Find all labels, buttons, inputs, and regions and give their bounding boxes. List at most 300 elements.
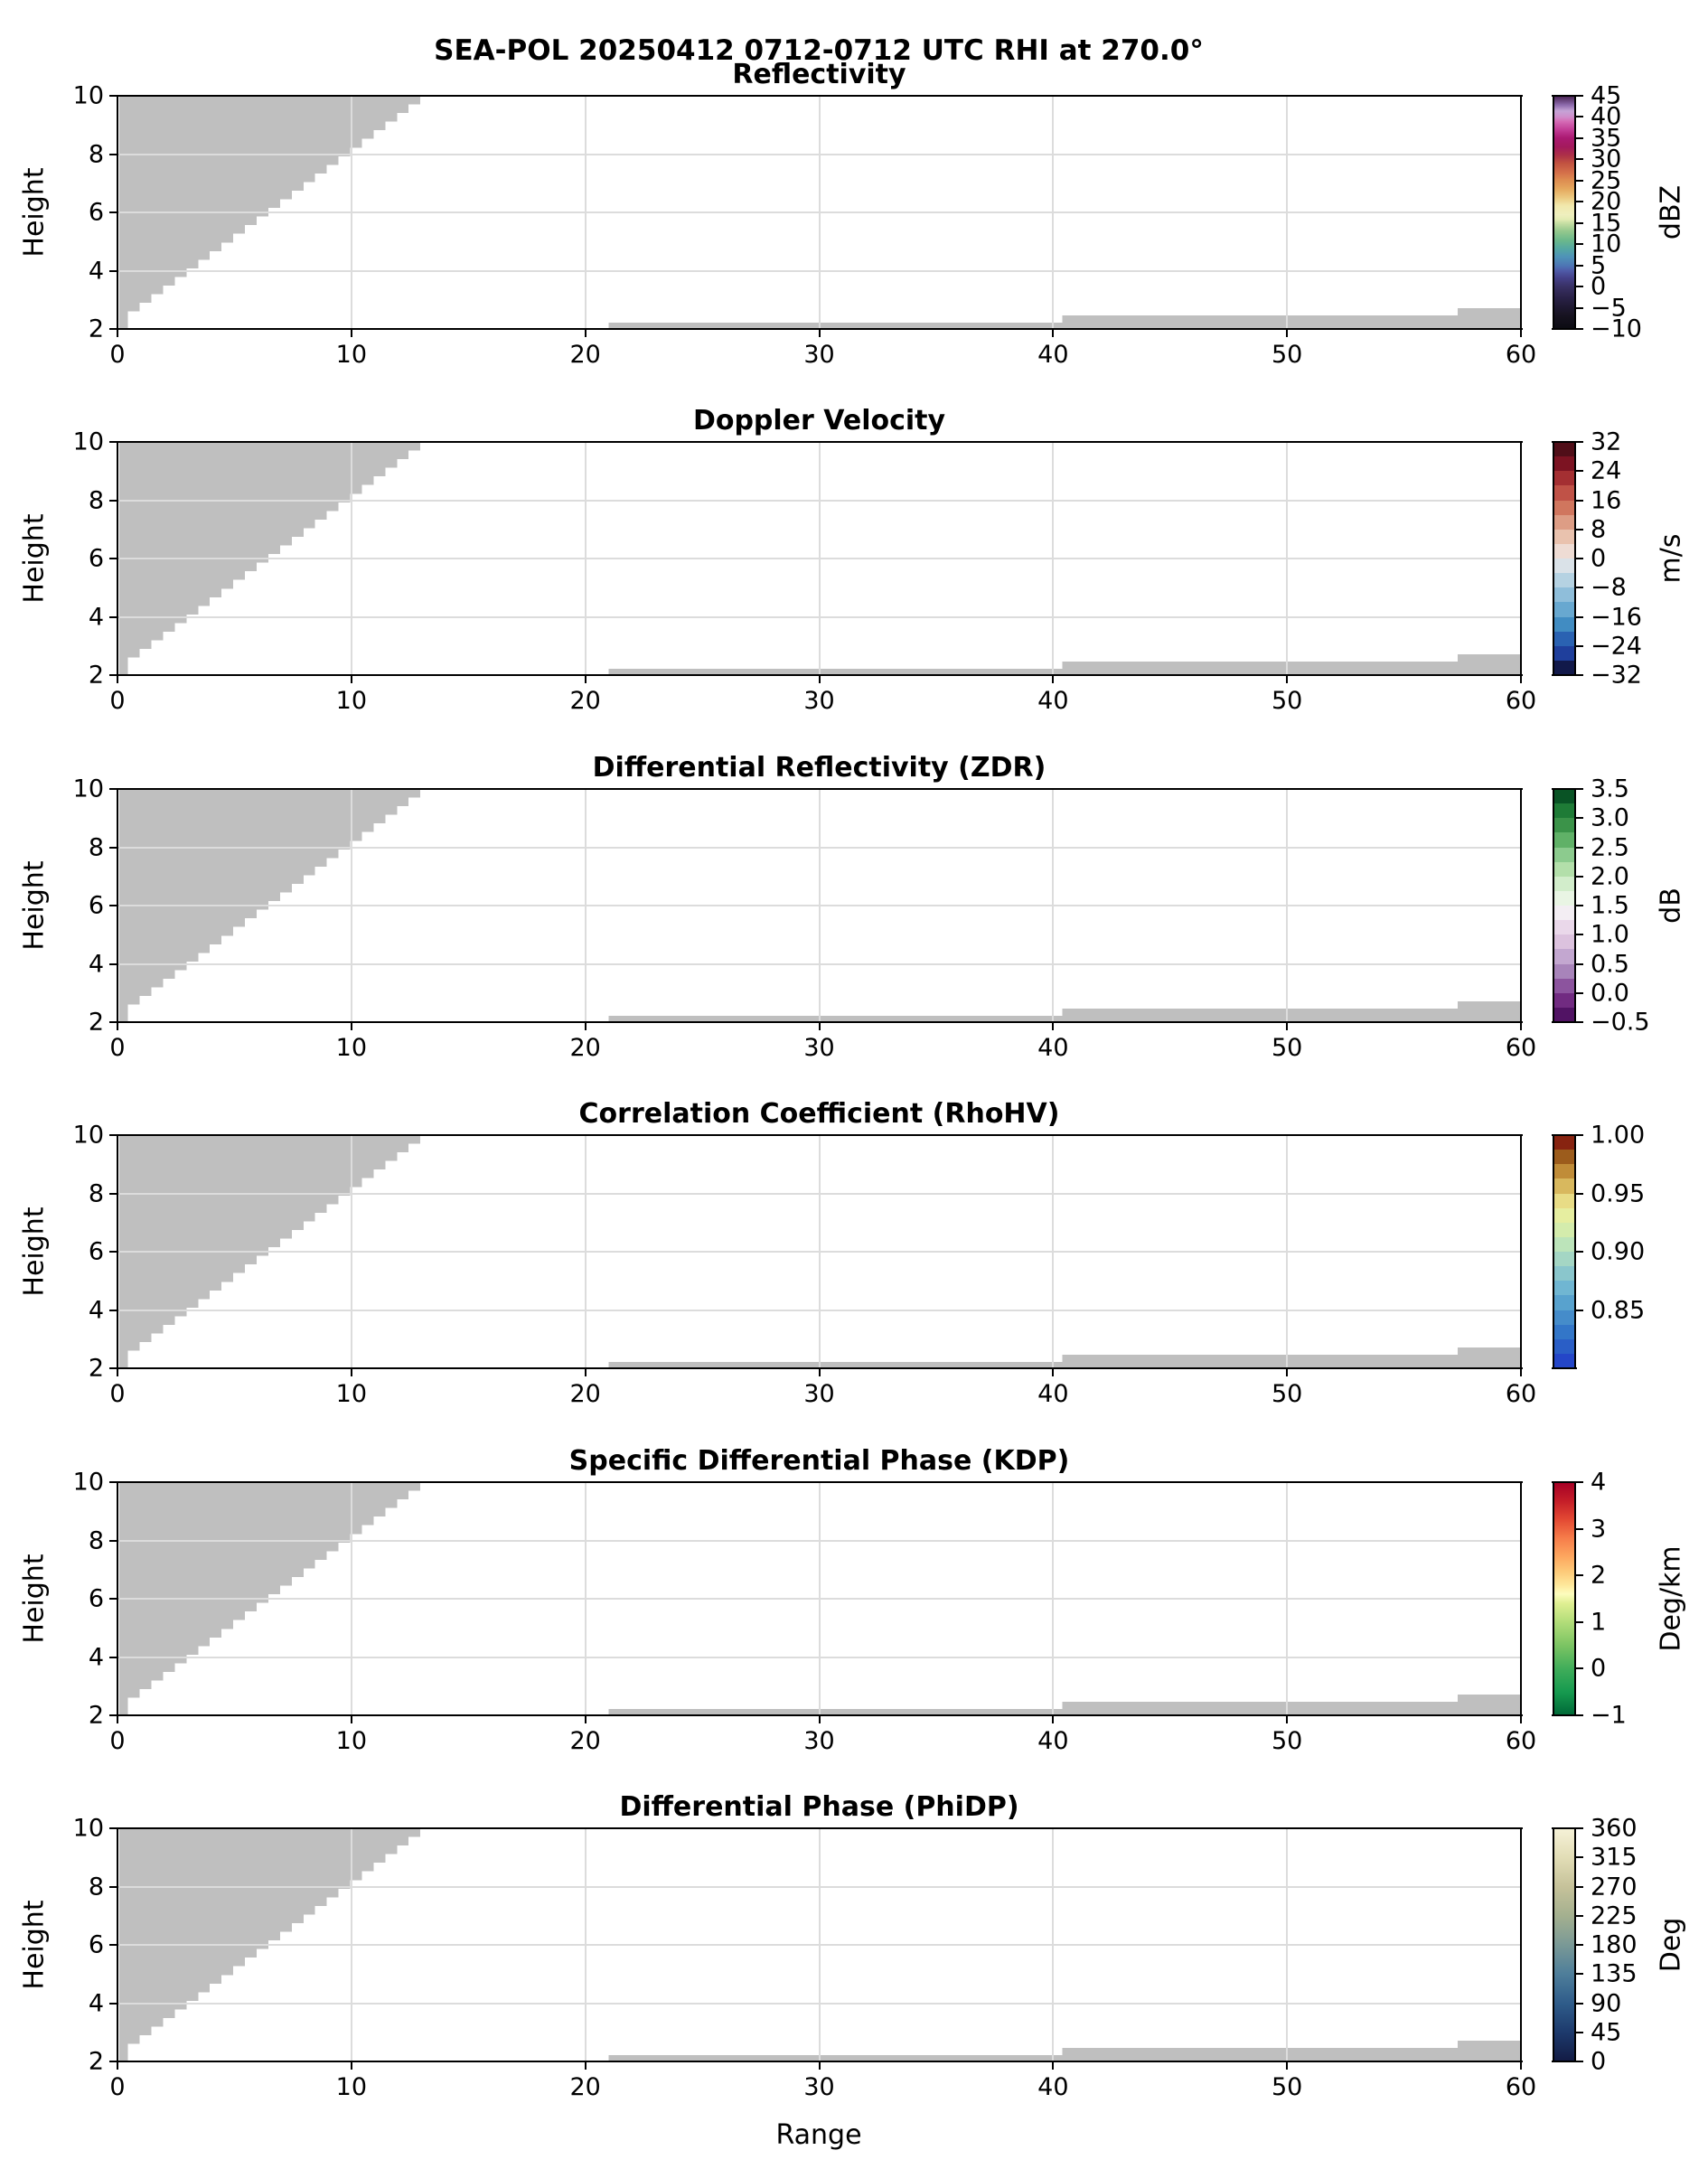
x-tick-mark: [351, 1368, 352, 1376]
colorbar-tick-label: 2.5: [1591, 833, 1629, 861]
colorbar-band: [1553, 803, 1575, 818]
x-tick-mark: [1052, 1715, 1054, 1723]
colorbar-band: [1553, 1281, 1575, 1295]
colorbar-tick-mark: [1575, 558, 1583, 559]
x-tick-label: 50: [1271, 1380, 1303, 1408]
axis-spine: [1520, 95, 1522, 330]
x-tick-label: 50: [1271, 1727, 1303, 1755]
x-tick-mark: [585, 2061, 587, 2070]
x-tick-mark: [351, 1715, 352, 1723]
y-axis-label: Height: [18, 1900, 51, 1990]
colorbar-tick-mark: [1575, 817, 1583, 819]
colorbar-tick-label: 315: [1591, 1843, 1638, 1872]
panel-differential-phase-phidp: [72, 1791, 1537, 2101]
colorbar-scale: [1553, 1482, 1575, 1715]
y-tick-mark: [109, 2003, 117, 2005]
colorbar-tick-mark: [1575, 963, 1583, 965]
y-tick-label: 6: [88, 1237, 104, 1266]
y-tick-label: 10: [72, 1814, 104, 1843]
x-tick-mark: [585, 1368, 587, 1376]
axis-spine: [1520, 788, 1522, 1023]
gridline-y: [117, 270, 1521, 272]
gridline-y: [117, 500, 1521, 502]
colorbar-spine: [1552, 2061, 1577, 2062]
colorbar-spine: [1552, 441, 1577, 443]
x-axis-label: Range: [775, 2119, 862, 2151]
gridline-y: [117, 558, 1521, 559]
y-tick-label: 2: [88, 1354, 104, 1383]
x-tick-mark: [1052, 329, 1054, 337]
gridline-y: [117, 1944, 1521, 1946]
colorbar-spine: [1552, 1714, 1577, 1716]
y-tick-mark: [109, 1598, 117, 1600]
y-tick-label: 10: [72, 1468, 104, 1497]
colorbar-tick-label: −0.5: [1591, 1008, 1650, 1037]
colorbar-tick-label: 10: [1591, 230, 1622, 258]
colorbar-tick-label: 0: [1591, 272, 1607, 301]
colorbar-band: [1553, 661, 1575, 675]
x-tick-mark: [117, 1715, 118, 1723]
x-tick-mark: [1286, 675, 1288, 683]
colorbar-tick-label: 40: [1591, 102, 1622, 131]
colorbar-band: [1553, 993, 1575, 1008]
colorbar-spine: [1552, 328, 1577, 330]
colorbar-tick-label: 32: [1591, 427, 1622, 456]
x-tick-label: 50: [1271, 2073, 1303, 2101]
y-tick-label: 10: [72, 775, 104, 803]
colorbar-tick-label: 0.0: [1591, 979, 1629, 1008]
gridline-y: [117, 1193, 1521, 1195]
y-tick-mark: [109, 788, 117, 790]
colorbar-spine: [1552, 788, 1577, 790]
y-tick-mark: [109, 847, 117, 849]
colorbar-tick-mark: [1575, 934, 1583, 935]
x-tick-label: 0: [109, 341, 126, 369]
y-tick-label: 8: [88, 833, 104, 861]
colorbar-differential-phase-phidp: [1553, 1814, 1638, 2076]
axis-spine: [116, 441, 1523, 443]
colorbar-band: [1553, 1252, 1575, 1266]
colorbar-band: [1553, 891, 1575, 906]
x-tick-label: 0: [109, 2073, 126, 2101]
colorbar-band: [1553, 530, 1575, 544]
colorbar-band: [1553, 848, 1575, 862]
x-tick-mark: [1286, 1022, 1288, 1030]
colorbar-tick-mark: [1575, 1021, 1583, 1023]
panel-doppler-velocity: [72, 405, 1537, 715]
colorbar-tick-label: 1: [1591, 1608, 1607, 1637]
y-tick-label: 8: [88, 1179, 104, 1207]
gridline-y: [117, 1886, 1521, 1888]
colorbar-tick-label: 0.5: [1591, 950, 1629, 978]
colorbar-band: [1553, 1325, 1575, 1339]
colorbar-spine: [1552, 1367, 1577, 1369]
colorbar-tick-label: 4: [1591, 1468, 1607, 1497]
colorbar-tick-mark: [1575, 1481, 1583, 1483]
x-tick-label: 10: [335, 687, 368, 715]
panel-title-reflectivity: Reflectivity: [732, 59, 906, 90]
x-tick-label: 30: [803, 1380, 835, 1408]
colorbar-tick-mark: [1575, 1973, 1583, 1975]
x-tick-label: 0: [109, 1380, 126, 1408]
y-tick-mark: [109, 2061, 117, 2062]
x-tick-mark: [117, 1368, 118, 1376]
colorbar-tick-label: 45: [1591, 81, 1622, 110]
y-tick-mark: [109, 1481, 117, 1483]
x-tick-mark: [1520, 329, 1522, 337]
colorbar-tick-mark: [1575, 307, 1583, 309]
colorbar-spine: [1553, 788, 1554, 1023]
colorbar-tick-label: 0.95: [1591, 1179, 1646, 1207]
colorbar-spine: [1574, 95, 1576, 330]
x-tick-label: 40: [1037, 341, 1069, 369]
colorbar-band: [1553, 920, 1575, 934]
x-tick-label: 40: [1037, 1727, 1069, 1755]
colorbar-tick-label: −32: [1591, 661, 1642, 690]
y-tick-label: 6: [88, 544, 104, 573]
colorbar-tick-label: 0.85: [1591, 1296, 1646, 1324]
y-tick-label: 2: [88, 1008, 104, 1037]
y-tick-label: 2: [88, 315, 104, 343]
x-tick-label: 60: [1505, 2073, 1537, 2101]
colorbar-band: [1553, 1223, 1575, 1237]
colorbar-scale: [1553, 442, 1575, 675]
x-tick-label: 10: [335, 1727, 368, 1755]
x-tick-label: 40: [1037, 687, 1069, 715]
colorbar-tick-mark: [1575, 992, 1583, 994]
panel-title-doppler-velocity: Doppler Velocity: [692, 405, 946, 437]
x-tick-mark: [1520, 1022, 1522, 1030]
x-tick-mark: [1286, 329, 1288, 337]
colorbar-band: [1553, 559, 1575, 573]
colorbar-band: [1553, 587, 1575, 602]
axis-spine: [116, 788, 1523, 790]
colorbar-band: [1553, 1339, 1575, 1354]
x-tick-mark: [1286, 1368, 1288, 1376]
colorbar-tick-label: 1.00: [1591, 1121, 1646, 1150]
colorbar-unit-label: Deg: [1655, 1917, 1687, 1973]
y-tick-mark: [109, 1367, 117, 1369]
colorbar-spine: [1553, 1134, 1554, 1369]
colorbar-tick-mark: [1575, 616, 1583, 618]
colorbar-tick-mark: [1575, 95, 1583, 97]
colorbar-tick-mark: [1575, 1886, 1583, 1888]
colorbar-band: [1553, 573, 1575, 587]
gridline-y: [117, 2003, 1521, 2005]
panel-specific-differential-phase-kdp: [72, 1445, 1537, 1755]
x-tick-mark: [819, 1368, 821, 1376]
y-tick-label: 6: [88, 1584, 104, 1613]
x-tick-mark: [585, 675, 587, 683]
x-tick-label: 10: [335, 341, 368, 369]
y-tick-label: 2: [88, 2047, 104, 2076]
colorbar-tick-label: 3: [1591, 1515, 1607, 1544]
x-tick-label: 50: [1271, 341, 1303, 369]
colorbar-tick-mark: [1575, 180, 1583, 182]
colorbar-tick-label: 0: [1591, 2047, 1607, 2076]
colorbar-tick-label: 2: [1591, 1561, 1607, 1590]
axis-spine: [1520, 1827, 1522, 2062]
x-tick-label: 30: [803, 341, 835, 369]
x-tick-label: 20: [569, 1727, 601, 1755]
y-tick-mark: [109, 500, 117, 502]
colorbar-tick-mark: [1575, 2003, 1583, 2005]
y-tick-label: 6: [88, 891, 104, 920]
x-tick-label: 10: [335, 2073, 368, 2101]
x-tick-mark: [585, 329, 587, 337]
colorbar-tick-mark: [1575, 243, 1583, 245]
x-tick-mark: [1520, 675, 1522, 683]
colorbar-band: [1553, 485, 1575, 500]
colorbar-tick-mark: [1575, 1134, 1583, 1136]
colorbar-tick-label: 8: [1591, 515, 1607, 544]
x-tick-label: 0: [109, 1034, 126, 1062]
x-tick-mark: [1286, 2061, 1288, 2070]
x-tick-mark: [117, 1022, 118, 1030]
colorbar-tick-mark: [1575, 2061, 1583, 2062]
colorbar-tick-label: 16: [1591, 486, 1622, 514]
colorbar-scale: [1553, 1828, 1575, 2061]
colorbar-band: [1553, 934, 1575, 949]
colorbar-band: [1553, 632, 1575, 646]
x-tick-label: 40: [1037, 1380, 1069, 1408]
x-tick-mark: [1286, 1715, 1288, 1723]
colorbar-band: [1553, 818, 1575, 832]
colorbar-spine: [1552, 1827, 1577, 1829]
colorbar-band: [1553, 1266, 1575, 1281]
x-tick-label: 30: [803, 2073, 835, 2101]
x-tick-label: 40: [1037, 1034, 1069, 1062]
x-tick-label: 0: [109, 1727, 126, 1755]
panel-title-correlation-coefficient-rhohv: Correlation Coefficient (RhoHV): [578, 1098, 1060, 1130]
colorbar-band: [1553, 1135, 1575, 1150]
x-tick-mark: [819, 329, 821, 337]
colorbar-specific-differential-phase-kdp: [1553, 1468, 1627, 1730]
x-tick-mark: [819, 1022, 821, 1030]
colorbar-tick-mark: [1575, 674, 1583, 676]
colorbar-tick-mark: [1575, 1944, 1583, 1946]
y-tick-label: 6: [88, 198, 104, 227]
colorbar-tick-label: 1.5: [1591, 891, 1629, 920]
panel-title-differential-reflectivity-zdr: Differential Reflectivity (ZDR): [592, 752, 1046, 784]
y-tick-label: 4: [88, 257, 104, 285]
colorbar-band: [1553, 456, 1575, 471]
x-tick-mark: [585, 1715, 587, 1723]
gridline-y: [117, 905, 1521, 906]
colorbar-reflectivity: [1553, 81, 1642, 343]
colorbar-tick-label: 2.0: [1591, 862, 1629, 891]
colorbar-tick-label: 90: [1591, 1989, 1622, 2017]
colorbar-spine: [1552, 1021, 1577, 1023]
panel-correlation-coefficient-rhohv: [72, 1098, 1537, 1408]
y-tick-mark: [109, 558, 117, 559]
colorbar-tick-mark: [1575, 328, 1583, 330]
colorbar-tick-mark: [1575, 201, 1583, 202]
x-tick-label: 30: [803, 687, 835, 715]
gridline-y: [117, 1598, 1521, 1600]
colorbar-spine: [1553, 1481, 1554, 1716]
y-tick-mark: [109, 1657, 117, 1658]
colorbar-tick-label: −1: [1591, 1701, 1627, 1730]
x-tick-label: 20: [569, 1034, 601, 1062]
x-tick-mark: [351, 1022, 352, 1030]
x-tick-mark: [819, 675, 821, 683]
x-tick-label: 40: [1037, 2073, 1069, 2101]
colorbar-band: [1553, 1150, 1575, 1164]
colorbar-tick-mark: [1575, 1574, 1583, 1576]
colorbar-tick-label: 30: [1591, 145, 1622, 174]
x-tick-label: 20: [569, 1380, 601, 1408]
y-axis-label: Height: [18, 1554, 51, 1644]
axis-spine: [116, 95, 1523, 97]
y-tick-mark: [109, 211, 117, 213]
x-tick-mark: [351, 329, 352, 337]
colorbar-tick-label: 0: [1591, 1654, 1607, 1683]
colorbar-tick-mark: [1575, 500, 1583, 502]
y-tick-label: 10: [72, 427, 104, 456]
gridline-y: [117, 1251, 1521, 1253]
x-tick-label: 10: [335, 1380, 368, 1408]
colorbar-unit-label: Deg/km: [1655, 1545, 1687, 1652]
colorbar-tick-label: 45: [1591, 2018, 1622, 2047]
x-tick-label: 60: [1505, 341, 1537, 369]
x-tick-mark: [117, 2061, 118, 2070]
gridline-y: [117, 1310, 1521, 1311]
colorbar-tick-label: 0: [1591, 544, 1607, 573]
colorbar-band: [1553, 602, 1575, 616]
colorbar-band: [1553, 1295, 1575, 1310]
colorbar-scale: [1553, 789, 1575, 1022]
x-tick-mark: [1520, 1715, 1522, 1723]
panel-title-specific-differential-phase-kdp: Specific Differential Phase (KDP): [568, 1445, 1070, 1477]
y-tick-mark: [109, 1714, 117, 1716]
colorbar-unit-label: dBZ: [1655, 184, 1687, 240]
y-tick-label: 10: [72, 81, 104, 110]
axis-spine: [116, 1827, 1523, 1829]
y-tick-mark: [109, 328, 117, 330]
x-tick-label: 30: [803, 1034, 835, 1062]
y-tick-mark: [109, 1193, 117, 1195]
colorbar-band: [1553, 1178, 1575, 1193]
colorbar-band: [1553, 501, 1575, 515]
y-tick-mark: [109, 1886, 117, 1888]
colorbar-tick-mark: [1575, 1621, 1583, 1623]
x-tick-label: 20: [569, 341, 601, 369]
colorbar-band: [1553, 906, 1575, 920]
x-tick-label: 60: [1505, 1727, 1537, 1755]
colorbar-tick-label: 15: [1591, 209, 1622, 238]
colorbar-band: [1553, 1194, 1575, 1208]
colorbar-band: [1553, 1310, 1575, 1325]
x-tick-label: 30: [803, 1727, 835, 1755]
colorbar-band: [1553, 544, 1575, 559]
colorbar-tick-mark: [1575, 905, 1583, 906]
colorbar-band: [1553, 1354, 1575, 1368]
x-tick-mark: [1052, 1022, 1054, 1030]
colorbar-unit-label: dB: [1655, 887, 1687, 924]
colorbar-band: [1553, 862, 1575, 877]
y-tick-mark: [109, 616, 117, 618]
colorbar-band: [1553, 471, 1575, 485]
colorbar-band: [1553, 949, 1575, 963]
x-tick-label: 20: [569, 687, 601, 715]
colorbar-tick-mark: [1575, 158, 1583, 160]
colorbar-tick-mark: [1575, 265, 1583, 267]
axis-spine: [1520, 1134, 1522, 1369]
x-tick-label: 50: [1271, 1034, 1303, 1062]
figure-suptitle: SEA-POL 20250412 0712-0712 UTC RHI at 270.0°: [434, 34, 1204, 67]
colorbar-band: [1553, 617, 1575, 632]
y-tick-label: 2: [88, 1701, 104, 1730]
colorbar-tick-label: −5: [1591, 294, 1627, 323]
colorbar-unit-label: m/s: [1655, 533, 1687, 584]
gridline-y: [117, 963, 1521, 965]
y-tick-mark: [109, 1310, 117, 1311]
y-tick-label: 4: [88, 1296, 104, 1324]
y-tick-mark: [109, 154, 117, 155]
colorbar-band: [1553, 789, 1575, 803]
y-axis-label: Height: [18, 513, 51, 604]
colorbar-spine: [1552, 674, 1577, 676]
colorbar-tick-label: −8: [1591, 573, 1627, 602]
colorbar-tick-mark: [1575, 847, 1583, 849]
colorbar-doppler-velocity: [1553, 427, 1642, 690]
colorbar-band: [1553, 832, 1575, 847]
x-tick-mark: [819, 1715, 821, 1723]
y-axis-label: Height: [18, 860, 51, 951]
colorbar-tick-label: 5: [1591, 251, 1607, 280]
colorbar-tick-label: 360: [1591, 1814, 1638, 1843]
colorbar-tick-mark: [1575, 1827, 1583, 1829]
colorbar-tick-mark: [1575, 1915, 1583, 1917]
x-tick-mark: [117, 675, 118, 683]
x-tick-mark: [819, 2061, 821, 2070]
colorbar-differential-reflectivity-zdr: [1553, 775, 1650, 1037]
y-tick-mark: [109, 963, 117, 965]
colorbar-tick-label: −10: [1591, 315, 1642, 343]
y-tick-label: 8: [88, 1873, 104, 1901]
axis-spine: [1520, 441, 1522, 676]
colorbar-tick-label: 0.90: [1591, 1237, 1646, 1266]
y-tick-label: 6: [88, 1930, 104, 1959]
colorbar-tick-mark: [1575, 1714, 1583, 1716]
colorbar-tick-label: −16: [1591, 603, 1642, 631]
colorbar-tick-label: 1.0: [1591, 920, 1629, 949]
gridline-y: [117, 616, 1521, 618]
colorbar-tick-label: 35: [1591, 124, 1622, 153]
colorbar-tick-mark: [1575, 1193, 1583, 1195]
colorbar-scale: [1553, 96, 1575, 329]
x-tick-mark: [585, 1022, 587, 1030]
y-tick-label: 8: [88, 486, 104, 514]
colorbar-tick-label: 24: [1591, 456, 1622, 485]
colorbar-spine: [1552, 1481, 1577, 1483]
colorbar-tick-label: 225: [1591, 1901, 1638, 1930]
colorbar-tick-mark: [1575, 286, 1583, 287]
colorbar-correlation-coefficient-rhohv: [1553, 1121, 1646, 1368]
panel-reflectivity: [72, 59, 1537, 369]
y-tick-label: 4: [88, 1989, 104, 2017]
colorbar-tick-mark: [1575, 645, 1583, 647]
colorbar-tick-mark: [1575, 2032, 1583, 2033]
y-tick-mark: [109, 1540, 117, 1542]
colorbar-band: [1553, 515, 1575, 530]
colorbar-band: [1553, 1164, 1575, 1178]
colorbar-tick-label: −24: [1591, 632, 1642, 661]
panel-differential-reflectivity-zdr: [72, 752, 1537, 1062]
gridline-y: [117, 847, 1521, 849]
axis-spine: [116, 1134, 1523, 1136]
